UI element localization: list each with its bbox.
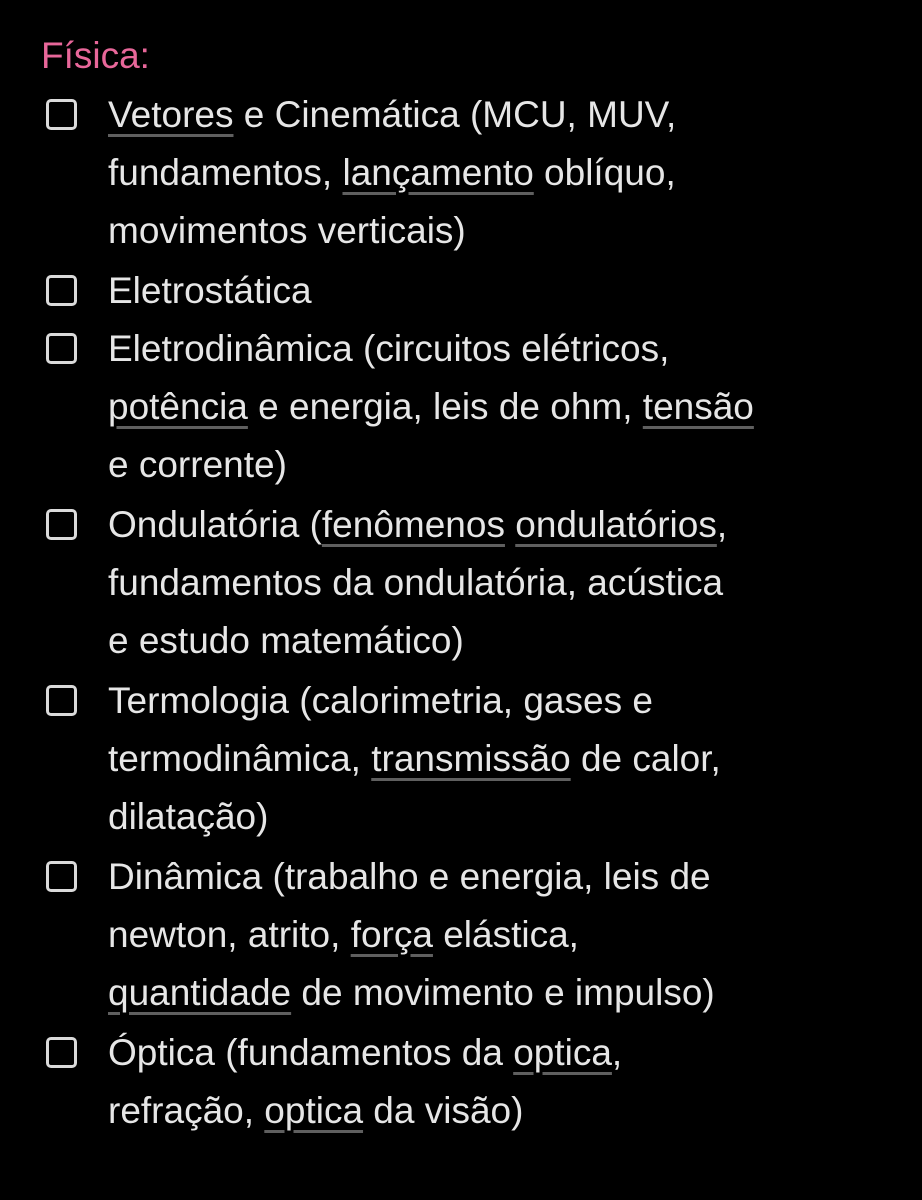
checklist-item-text bbox=[108, 262, 898, 320]
text-segment: refração, bbox=[108, 1090, 265, 1131]
text-line bbox=[108, 320, 898, 378]
text-line bbox=[108, 378, 898, 436]
checklist-item-text bbox=[108, 848, 898, 1022]
text-line bbox=[108, 788, 898, 846]
checkbox[interactable] bbox=[46, 275, 77, 306]
text-segment: , bbox=[611, 1032, 623, 1073]
text-line bbox=[108, 906, 898, 964]
text-line bbox=[108, 262, 898, 320]
checklist-item bbox=[46, 262, 906, 320]
text-segment: de movimento e impulso) bbox=[291, 972, 715, 1013]
checklist-item bbox=[46, 672, 906, 846]
text-segment: e Cinemática (MCU, MUV, bbox=[233, 94, 677, 135]
checklist-item-text bbox=[108, 672, 898, 846]
text-segment: de calor, bbox=[570, 738, 721, 779]
text-line bbox=[108, 1082, 898, 1140]
checklist-item bbox=[46, 496, 906, 670]
underlined-word: Vetores bbox=[108, 94, 234, 135]
text-segment bbox=[505, 504, 515, 545]
checkbox[interactable] bbox=[46, 1037, 77, 1068]
underlined-word: lançamento bbox=[342, 152, 534, 193]
text-segment: fundamentos da ondulatória, acústica bbox=[108, 562, 724, 603]
underlined-word: transmissão bbox=[371, 738, 571, 779]
text-line bbox=[108, 202, 898, 260]
text-segment: movimentos verticais) bbox=[108, 210, 466, 251]
checkbox[interactable] bbox=[46, 99, 77, 130]
section-title: Física: bbox=[41, 35, 150, 76]
text-segment: oblíquo, bbox=[533, 152, 676, 193]
text-line bbox=[108, 730, 898, 788]
text-segment: newton, atrito, bbox=[108, 914, 351, 955]
underlined-word: optica bbox=[264, 1090, 364, 1131]
text-segment: e corrente) bbox=[108, 444, 287, 485]
checklist-item-text bbox=[108, 320, 898, 494]
checklist-item bbox=[46, 86, 906, 260]
checklist-item-text bbox=[108, 496, 898, 670]
underlined-word: potência bbox=[108, 386, 248, 427]
text-segment: Eletrostática bbox=[108, 270, 312, 311]
checkbox[interactable] bbox=[46, 861, 77, 892]
text-line bbox=[108, 1024, 898, 1082]
text-segment: Óptica (fundamentos da bbox=[108, 1032, 514, 1073]
text-segment: e energia, leis de ohm, bbox=[247, 386, 643, 427]
underlined-word: tensão bbox=[642, 386, 754, 427]
checkbox[interactable] bbox=[46, 333, 77, 364]
text-line bbox=[108, 612, 898, 670]
underlined-word: optica bbox=[513, 1032, 612, 1073]
text-segment: Eletrodinâmica (circuitos elétricos, bbox=[108, 328, 670, 369]
text-segment: Termologia (calorimetria, gases e bbox=[108, 680, 653, 721]
checklist-item-text bbox=[108, 86, 898, 260]
underlined-word: força bbox=[350, 914, 433, 955]
text-line bbox=[108, 436, 898, 494]
text-line bbox=[108, 496, 898, 554]
text-line bbox=[108, 672, 898, 730]
checkbox[interactable] bbox=[46, 685, 77, 716]
checklist-item bbox=[46, 848, 906, 1022]
text-segment: e estudo matemático) bbox=[108, 620, 464, 661]
underlined-word: fenômenos bbox=[321, 504, 505, 545]
text-segment: Dinâmica (trabalho e energia, leis de bbox=[108, 856, 711, 897]
text-segment: da visão) bbox=[363, 1090, 524, 1131]
text-line bbox=[108, 848, 898, 906]
text-segment: fundamentos, bbox=[108, 152, 343, 193]
text-line bbox=[108, 86, 898, 144]
text-segment: termodinâmica, bbox=[108, 738, 372, 779]
checkbox[interactable] bbox=[46, 509, 77, 540]
text-line bbox=[108, 144, 898, 202]
underlined-word: ondulatórios bbox=[515, 504, 717, 545]
checklist-item-text bbox=[108, 1024, 898, 1140]
text-segment: , bbox=[716, 504, 728, 545]
checklist-item bbox=[46, 1024, 906, 1140]
text-segment: dilatação) bbox=[108, 796, 269, 837]
text-line bbox=[108, 964, 898, 1022]
underlined-word: quantidade bbox=[108, 972, 292, 1013]
text-line bbox=[108, 554, 898, 612]
text-segment: Ondulatória ( bbox=[108, 504, 322, 545]
text-segment: elástica, bbox=[432, 914, 579, 955]
checklist-item bbox=[46, 320, 906, 494]
